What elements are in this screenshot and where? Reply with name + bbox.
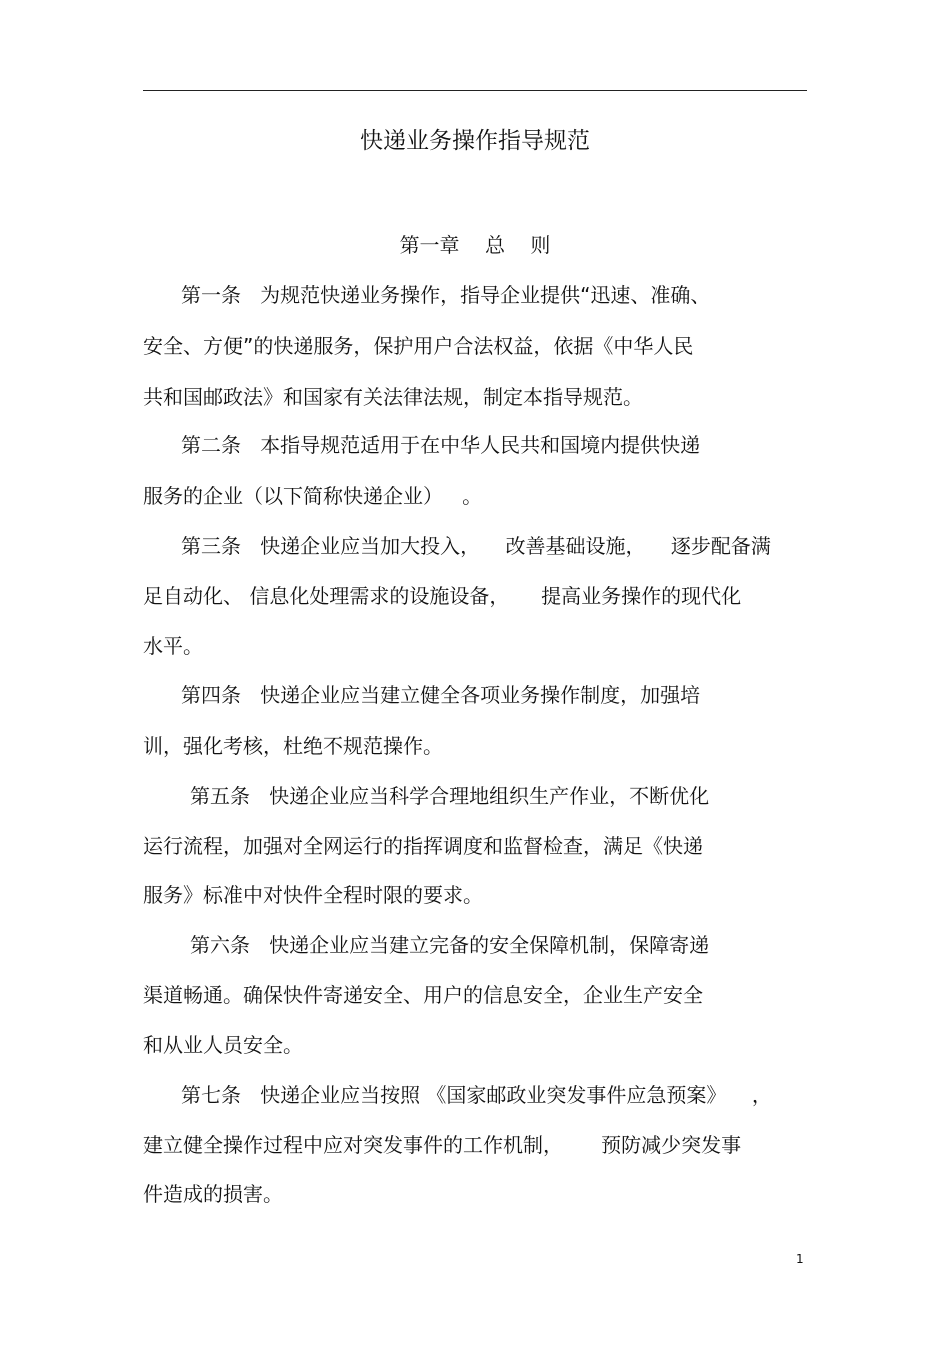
article-3-line-3: 水平。	[143, 634, 203, 658]
article-3-line-1: 第三条 快递企业应当加大投入， 改善基础设施， 逐步配备满	[181, 534, 771, 558]
header-rule	[143, 90, 807, 91]
chapter-heading: 第一章 总 则	[399, 233, 551, 257]
article-1-line-3: 共和国邮政法》和国家有关法律法规，制定本指导规范。	[143, 385, 643, 409]
article-2-line-2: 服务的企业（以下简称快递企业） 。	[143, 484, 483, 508]
article-6-line-2: 渠道畅通。确保快件寄递安全、用户的信息安全，企业生产安全	[143, 983, 703, 1007]
article-4-line-2: 训，强化考核，杜绝不规范操作。	[143, 734, 443, 758]
article-5-line-2: 运行流程，加强对全网运行的指挥调度和监督检查，满足《快递	[143, 834, 703, 858]
article-5-line-1: 第五条 快递企业应当科学合理地组织生产作业，不断优化	[190, 784, 710, 808]
article-1-line-2: 安全、方便”的快递服务，保护用户合法权益，依据《中华人民	[143, 334, 694, 358]
article-3-line-2: 足自动化、 信息化处理需求的设施设备， 提高业务操作的现代化	[143, 584, 742, 608]
article-6-line-3: 和从业人员安全。	[143, 1033, 303, 1057]
article-5-line-3: 服务》标准中对快件全程时限的要求。	[143, 883, 483, 907]
article-4-line-1: 第四条 快递企业应当建立健全各项业务操作制度，加强培	[181, 683, 701, 707]
article-1-line-1: 第一条 为规范快递业务操作，指导企业提供“迅速、准确、	[181, 283, 711, 307]
article-7-line-3: 件造成的损害。	[143, 1182, 283, 1206]
document-title: 快递业务操作指导规范	[360, 128, 590, 154]
article-6-line-1: 第六条 快递企业应当建立完备的安全保障机制，保障寄递	[190, 933, 710, 957]
article-7-line-1: 第七条 快递企业应当按照 《国家邮政业突发事件应急预案》 ，	[181, 1083, 772, 1107]
article-7-line-2: 建立健全操作过程中应对突发事件的工作机制， 预防减少突发事	[143, 1133, 742, 1157]
page-number: 1	[796, 1252, 804, 1266]
article-2-line-1: 第二条 本指导规范适用于在中华人民共和国境内提供快递	[181, 433, 701, 457]
